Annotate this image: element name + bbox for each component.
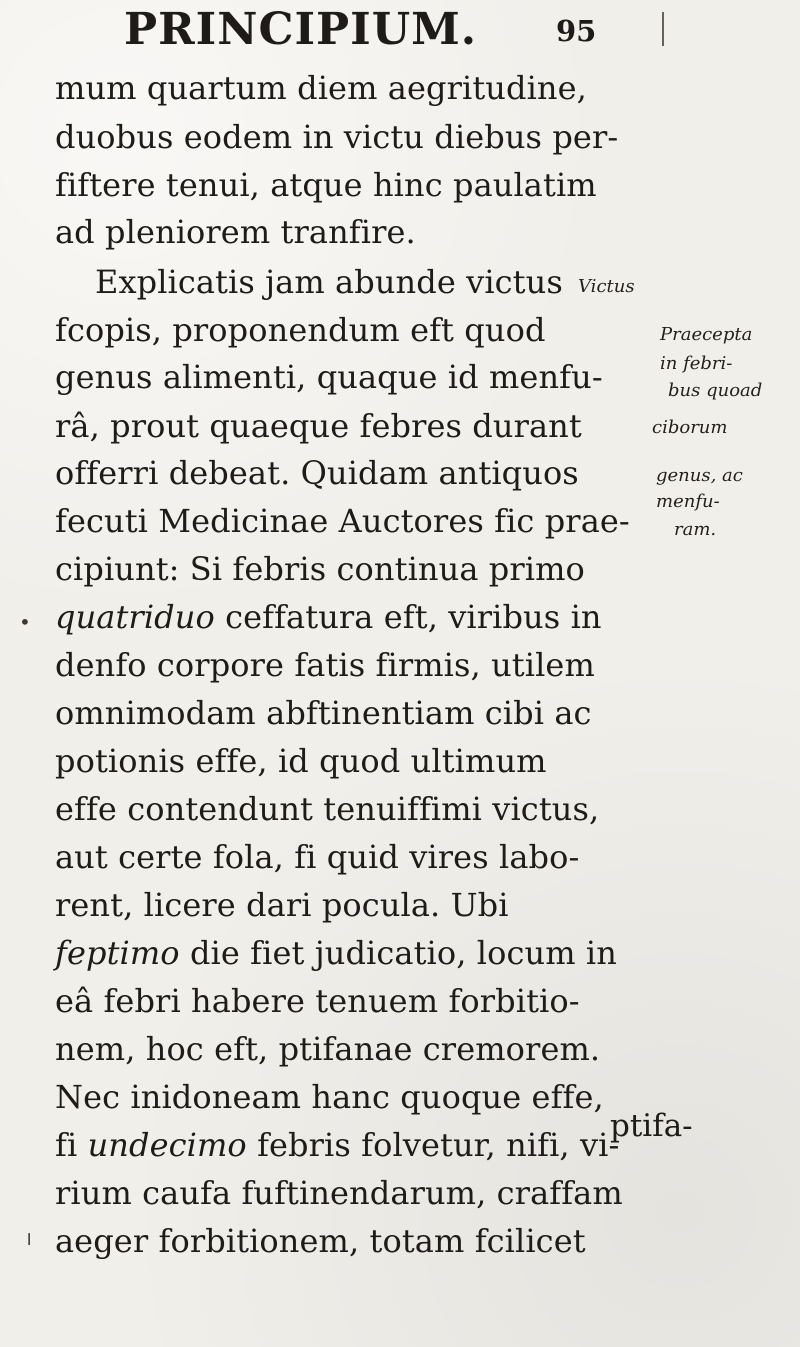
body-line-2: duobus eodem in victu diebus per- [55, 118, 619, 156]
body-line-14: omnimodam abftinentiam cibi ac [55, 694, 592, 732]
body-line-12 [55, 598, 602, 636]
sidenote-mensuram-1: menfu- [656, 491, 720, 512]
body-line-20: eâ febri habere tenuem forbitio- [55, 982, 580, 1020]
body-line-21: nem, hoc eft, ptifanae cremorem. [55, 1030, 601, 1068]
sidenote-in-febribus: in febri- [660, 353, 733, 374]
body-line-22: Nec inidoneam hanc quoque effe, [55, 1078, 604, 1116]
header-rule [662, 12, 664, 46]
page-number: 95 [556, 14, 597, 48]
body-line-1: mum quartum diem aegritudine, [55, 69, 587, 107]
running-title: PRINCIPIUM. [124, 4, 478, 55]
body-line-16: effe contendunt tenuiffimi victus, [55, 790, 600, 828]
body-line-8: râ, prout quaeque febres durant [55, 407, 582, 445]
body-line-4: ad pleniorem tranfire. [55, 213, 416, 251]
margin-mark-lower: ╵ [23, 1233, 36, 1257]
body-line-25: aeger forbitionem, totam fcilicet [55, 1222, 586, 1260]
body-line-19 [55, 934, 617, 972]
body-line-15: potionis effe, id quod ultimum [55, 742, 547, 780]
body-line-5: Explicatis jam abunde victus [95, 263, 563, 301]
body-line-10: fecuti Medicinae Auctores fic prae- [55, 502, 630, 540]
sidenote-quoad: bus quoad [668, 380, 763, 401]
sidenote-praecepta: Praecepta [660, 324, 753, 345]
body-line-6: fcopis, proponendum eft quod [55, 311, 546, 349]
body-line-18: rent, licere dari pocula. Ubi [55, 886, 509, 924]
body-line-12-rest: ceffatura eft, viribus in [225, 598, 602, 636]
sidenote-genus-ac: genus, ac [656, 465, 743, 486]
body-line-23 [55, 1126, 620, 1164]
body-line-23-rest: febris folvetur, nifi, vi- [257, 1126, 620, 1164]
body-line-19-rest: die fiet judicatio, locum in [189, 934, 617, 972]
body-line-9: offerri debeat. Quidam antiquos [55, 454, 579, 492]
italic-day-marker: quatriduo [55, 598, 215, 636]
body-line-13: denfo corpore fatis firmis, utilem [55, 646, 595, 684]
sidenote-mensuram-2: ram. [674, 519, 717, 540]
margin-mark: • [19, 610, 31, 634]
body-line-3: fiftere tenui, atque hinc paulatim [55, 166, 597, 204]
page-header [124, 4, 644, 55]
italic-septimo: feptimo [55, 934, 180, 972]
sidenote-victus: Victus [578, 276, 635, 297]
body-line-7: genus alimenti, quaque id menfu- [55, 358, 603, 396]
body-line-11: cipiunt: Si febris continua primo [55, 550, 585, 588]
body-line-17: aut certe fola, fi quid vires labo- [55, 838, 580, 876]
body-line-24: rium caufa fuftinendarum, craffam [55, 1174, 623, 1212]
italic-undecimo: undecimo [87, 1126, 247, 1164]
catchword: ptifa- [610, 1108, 693, 1144]
sidenote-ciborum: ciborum [652, 417, 728, 438]
body-line-23-start: fi [55, 1126, 78, 1164]
